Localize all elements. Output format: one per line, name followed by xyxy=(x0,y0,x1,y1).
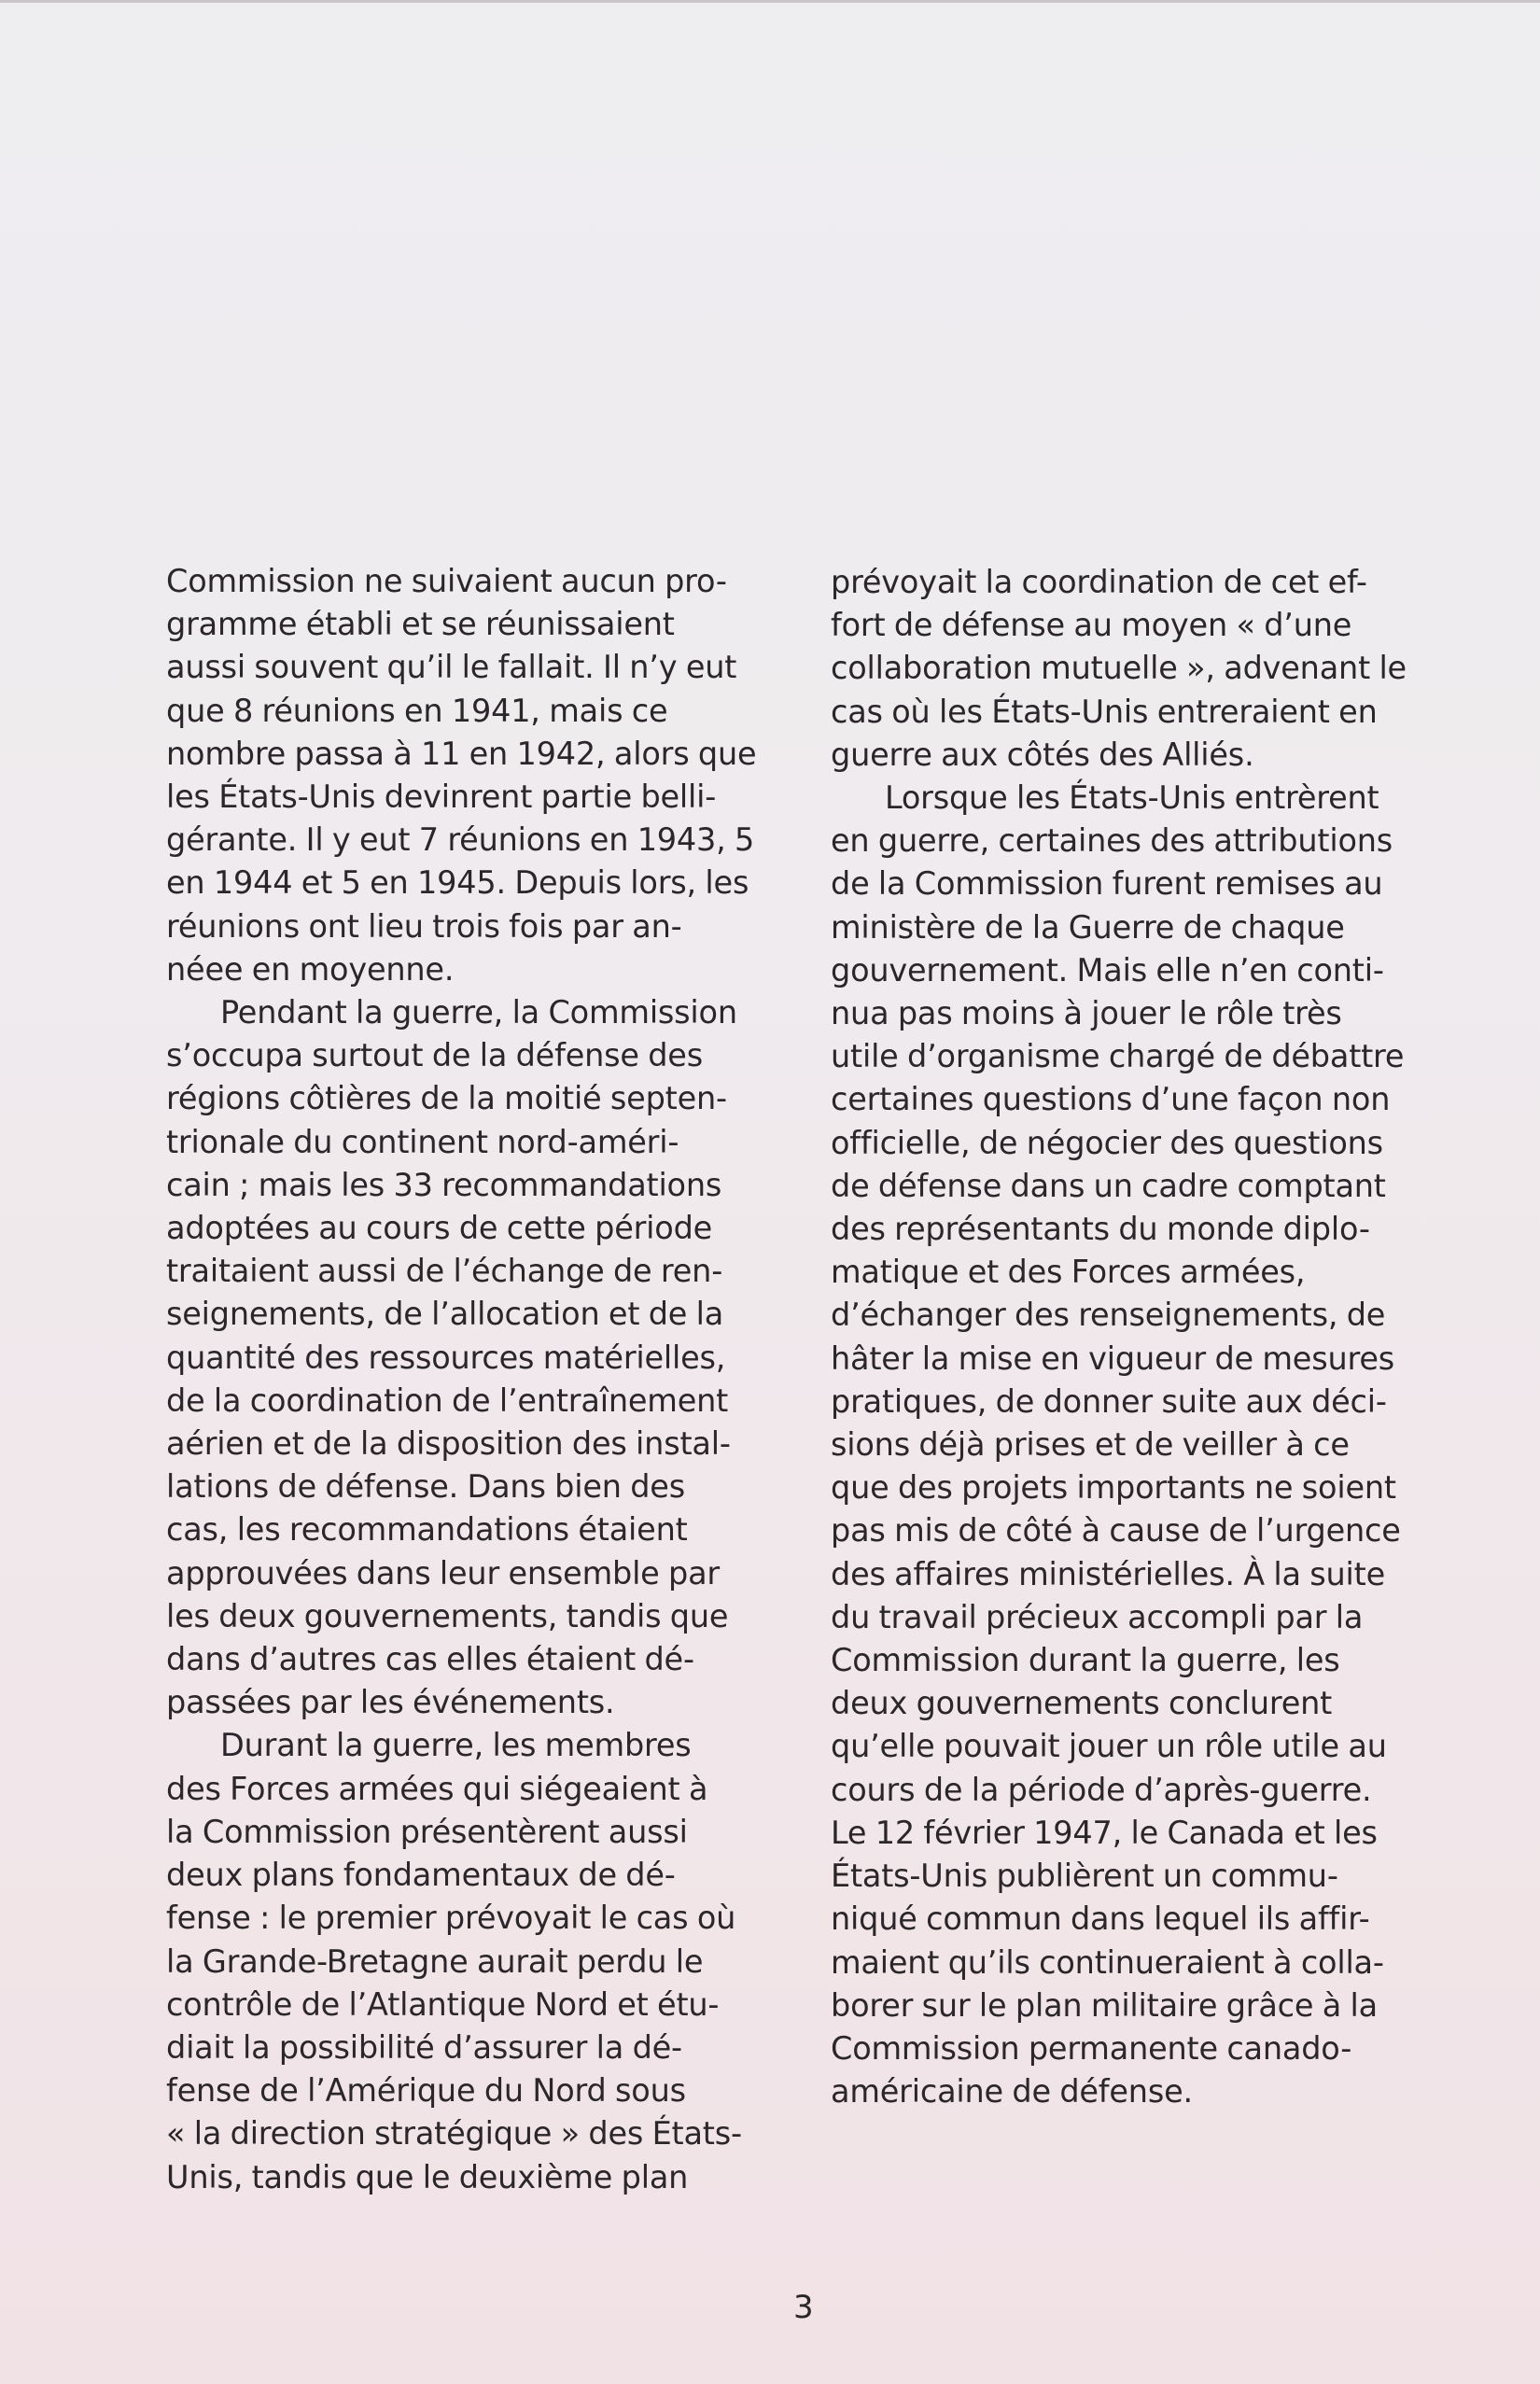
page-number: 3 xyxy=(793,2289,814,2326)
text-line: nua pas moins à jouer le rôle très xyxy=(831,995,1342,1032)
text-line: niqué commun dans lequel ils affir- xyxy=(831,1900,1370,1938)
text-line: que des projets importants ne soient xyxy=(831,1469,1396,1507)
text-line: les deux gouvernements, tandis que xyxy=(166,1597,729,1634)
text-line: pratiques, de donner suite aux déci- xyxy=(831,1382,1387,1420)
text-line: seignements, de l’allocation et de la xyxy=(166,1296,724,1333)
text-line: adoptées au cours de cette période xyxy=(166,1210,713,1247)
text-line: contrôle de l’Atlantique Nord et étu- xyxy=(166,1985,720,2023)
text-line: certaines questions d’une façon non xyxy=(831,1081,1391,1118)
text-line: quantité des ressources matérielles, xyxy=(166,1339,726,1376)
text-line: réunions ont lieu trois fois par an- xyxy=(166,907,682,945)
text-line: officielle, de négocier des questions xyxy=(831,1124,1383,1161)
text-line: Commission ne suivaient aucun pro- xyxy=(166,563,727,599)
text-line: nombre passa à 11 en 1942, alors que xyxy=(166,735,757,772)
text-line: en guerre, certaines des attributions xyxy=(831,822,1393,860)
text-line: régions côtières de la moitié septen- xyxy=(166,1080,727,1117)
text-line: en 1944 et 5 en 1945. Depuis lors, les xyxy=(166,864,749,902)
text-line: Commission permanente canado- xyxy=(831,2029,1352,2067)
text-line: s’occupa surtout de la défense des xyxy=(166,1037,703,1074)
text-line: fense : le premier prévoyait le cas où xyxy=(166,1900,736,1937)
text-line: cas, les recommandations étaient xyxy=(166,1511,688,1549)
right-text-column xyxy=(831,561,1447,2113)
text-line: fort de défense au moyen « d’une xyxy=(831,607,1352,644)
text-line: des représentants du monde diplo- xyxy=(831,1211,1370,1248)
text-line: qu’elle pouvait jouer un rôle utile au xyxy=(831,1728,1387,1765)
text-line: de la Commission furent remises au xyxy=(831,865,1383,903)
text-line: diait la possibilité d’assurer la dé- xyxy=(166,2028,682,2066)
text-line: du travail précieux accompli par la xyxy=(831,1598,1364,1635)
text-line: que 8 réunions en 1941, mais ce xyxy=(166,692,668,729)
text-line: gouvernement. Mais elle n’en conti- xyxy=(831,951,1384,989)
text-line: dans d’autres cas elles étaient dé- xyxy=(166,1641,694,1678)
paragraph-start-line: Lorsque les États-Unis entrèrent xyxy=(885,779,1379,817)
text-line: néee en moyenne. xyxy=(166,950,455,988)
text-line: deux plans fondamentaux de dé- xyxy=(166,1857,676,1894)
text-line: trionale du continent nord-améri- xyxy=(166,1123,679,1160)
text-line: cas où les États-Unis entreraient en xyxy=(831,693,1378,730)
text-line: sions déjà prises et de veiller à ce xyxy=(831,1426,1350,1464)
text-line: américaine de défense. xyxy=(831,2073,1193,2111)
text-line: ministère de la Guerre de chaque xyxy=(831,908,1345,946)
text-line: États-Unis publièrent un commu- xyxy=(831,1858,1338,1895)
text-line: gérante. Il y eut 7 réunions en 1943, 5 xyxy=(166,821,755,859)
text-line: cours de la période d’après-guerre. xyxy=(831,1771,1372,1808)
text-line: des affaires ministérielles. À la suite xyxy=(831,1555,1386,1592)
text-line: pas mis de côté à cause de l’urgence xyxy=(831,1512,1401,1550)
text-line: d’échanger des renseignements, de xyxy=(831,1297,1386,1334)
text-line: la Commission présentèrent aussi xyxy=(166,1813,688,1850)
text-line: la Grande-Bretagne aurait perdu le xyxy=(166,1942,704,1980)
text-line: guerre aux côtés des Alliés. xyxy=(831,736,1254,773)
text-line: deux gouvernements conclurent xyxy=(831,1685,1333,1722)
text-line: les États-Unis devinrent partie belli- xyxy=(166,778,717,816)
text-line: de défense dans un cadre comptant xyxy=(831,1167,1386,1204)
text-line: borer sur le plan militaire grâce à la xyxy=(831,1986,1378,2024)
paragraph-start-line: Durant la guerre, les membres xyxy=(220,1727,692,1764)
text-line: des Forces armées qui siégeaient à xyxy=(166,1770,708,1807)
text-line: utile d’organisme chargé de débattre xyxy=(831,1038,1405,1075)
text-line: fense de l’Amérique du Nord sous xyxy=(166,2072,686,2110)
text-line: passées par les événements. xyxy=(166,1684,615,1721)
text-line: hâter la mise en vigueur de mesures xyxy=(831,1339,1395,1377)
text-line: aérien et de la disposition des instal- xyxy=(166,1425,731,1463)
text-line: Unis, tandis que le deuxième plan xyxy=(166,2158,689,2195)
text-line: collaboration mutuelle », advenant le xyxy=(831,650,1407,687)
text-line: traitaient aussi de l’échange de ren- xyxy=(166,1253,723,1290)
text-line: cain ; mais les 33 recommandations xyxy=(166,1166,722,1203)
text-line: gramme établi et se réunissaient xyxy=(166,606,675,643)
text-line: maient qu’ils continueraient à colla- xyxy=(831,1943,1384,1981)
text-line: prévoyait la coordination de cet ef- xyxy=(831,564,1367,600)
text-line: lations de défense. Dans bien des xyxy=(166,1468,685,1506)
text-line: aussi souvent qu’il le fallait. Il n’y eut xyxy=(166,649,737,686)
text-line: matique et des Forces armées, xyxy=(831,1254,1306,1291)
left-text-column xyxy=(166,560,801,2199)
text-line: Commission durant la guerre, les xyxy=(831,1642,1340,1679)
text-line: « la direction stratégique » des États- xyxy=(166,2115,742,2153)
paragraph-start-line: Pendant la guerre, la Commission xyxy=(220,994,737,1031)
text-line: approuvées dans leur ensemble par xyxy=(166,1554,721,1592)
text-line: Le 12 février 1947, le Canada et les xyxy=(831,1814,1378,1851)
text-line: de la coordination de l’entraînement xyxy=(166,1381,729,1419)
page-top-edge xyxy=(0,0,1540,3)
